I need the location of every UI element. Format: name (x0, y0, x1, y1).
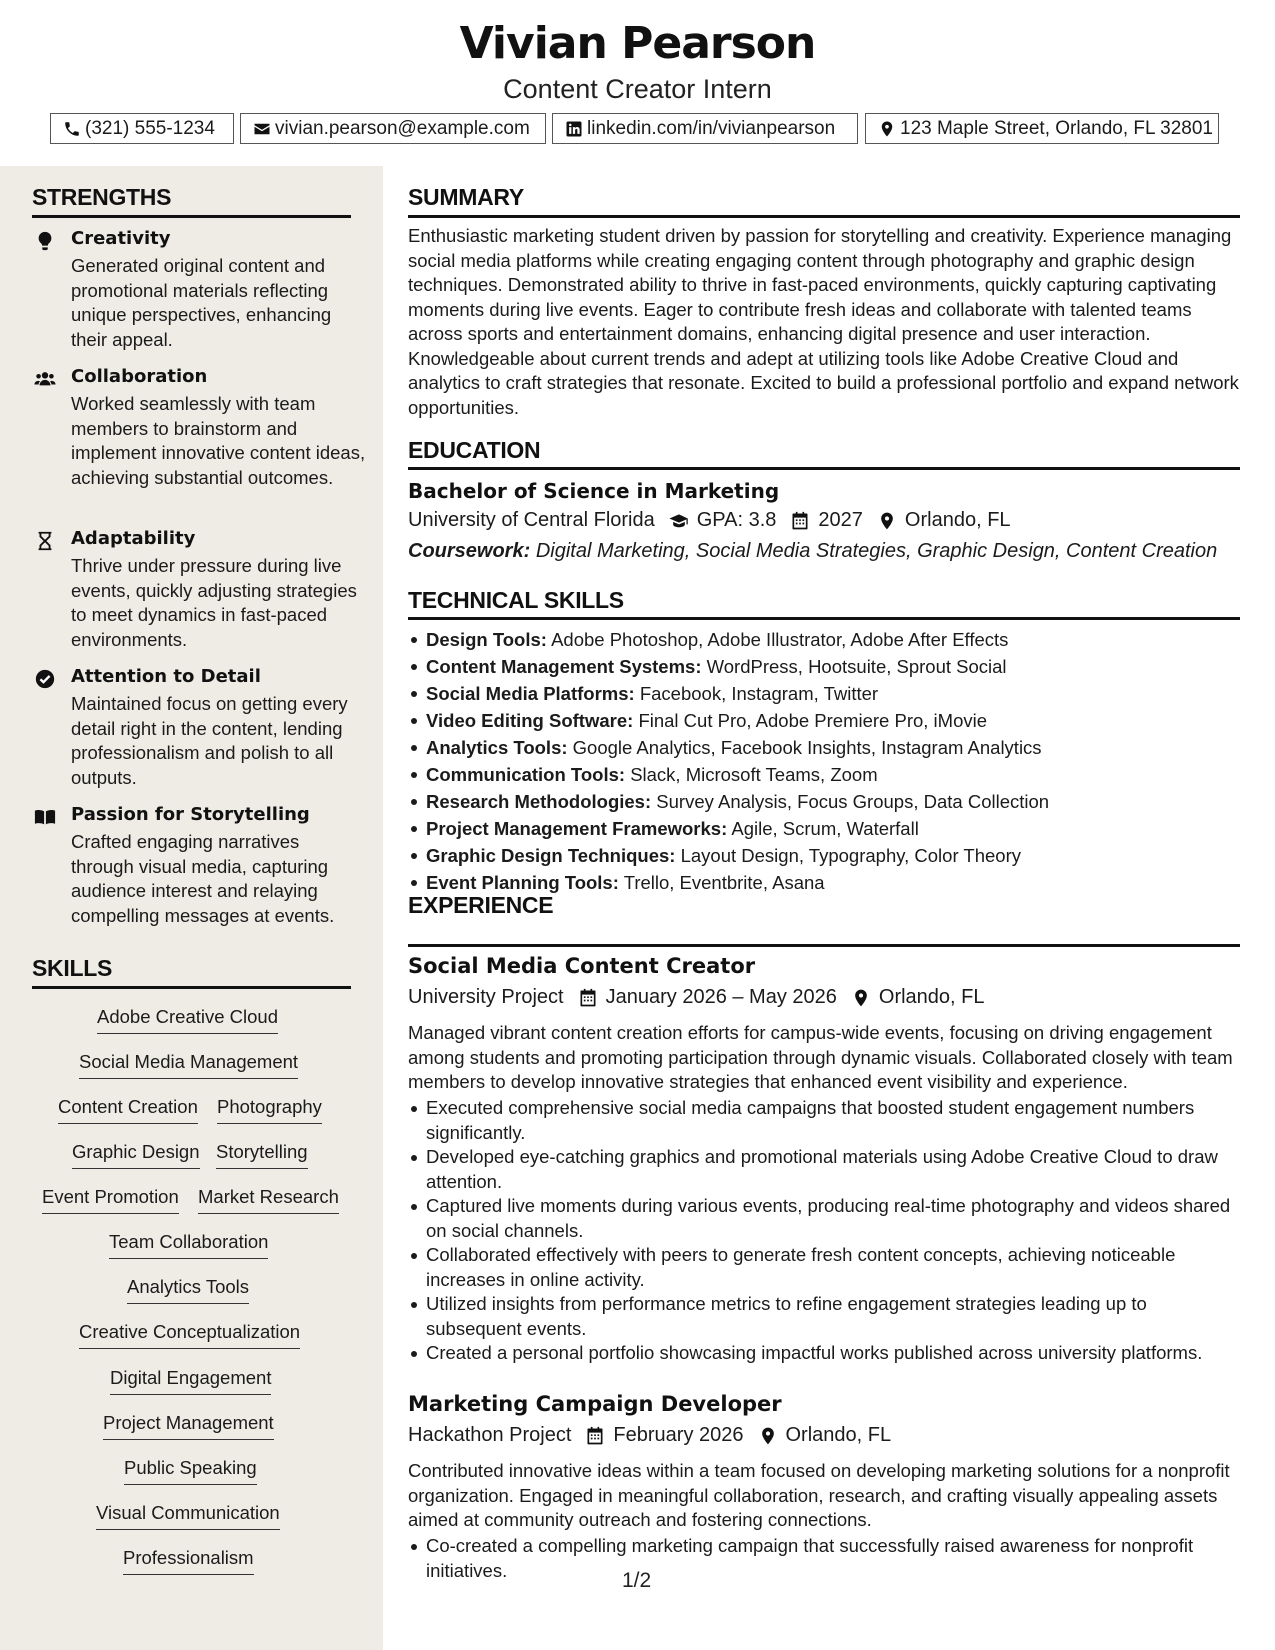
skill-tag: Creative Conceptualization (79, 1321, 300, 1349)
gpa-text: GPA: 3.8 (696, 509, 777, 531)
grad-year: 2027 (818, 509, 863, 531)
technical-skills-divider (408, 617, 1240, 620)
list-item: Created a personal portfolio showcasing impactful works published across university platforms. (408, 1341, 1240, 1366)
main-content (408, 166, 1240, 1650)
job-title: Social Media Content Creator (408, 954, 756, 978)
strength-item (32, 804, 367, 924)
sidebar (0, 166, 383, 1650)
phone-icon (63, 120, 81, 138)
skill-tag: Public Speaking (124, 1457, 257, 1485)
strength-title: Creativity (71, 228, 171, 249)
coursework-list: Digital Marketing, Social Media Strategies, Graphic Design, Content Creation (535, 540, 1218, 562)
strength-title: Attention to Detail (71, 666, 261, 687)
email-text: vivian.pearson@example.com (275, 117, 530, 139)
school-name: University of Central Florida (408, 509, 655, 531)
check-circle-icon (34, 668, 56, 690)
job-meta (408, 986, 985, 1009)
list-item: Analytics Tools: Google Analytics, Facebook Insights, Instagram Analytics (408, 734, 1240, 761)
calendar-icon (578, 988, 598, 1008)
job-achievements (408, 1534, 1240, 1583)
map-pin-icon (851, 988, 871, 1008)
list-item: Video Editing Software: Final Cut Pro, Adobe Premiere Pro, iMovie (408, 707, 1240, 734)
skill-tag: Digital Engagement (110, 1367, 271, 1395)
skill-tag: Graphic Design (72, 1141, 200, 1169)
skill-tag: Event Promotion (42, 1186, 179, 1214)
calendar-icon (790, 511, 810, 531)
summary-text: Enthusiastic marketing student driven by passion for storytelling and creativity. Experience managing social media platforms while creating engaging content through photography and graphic design techniques. Demonstrated ability to thrive in fast-paced environments, quickly capturing captivating moments during live events. Eager to contribute fresh ideas and collaborate with talented teams across sports and entertainment domains, enhancing digital presence and user interaction. Knowledgeable about current trends and adept at utilizing tools like Adobe Creative Cloud and analytics to craft strategies that resonate. Excited to build a professional portfolio and expand network opportunities. (408, 225, 1239, 418)
page-number: 1/2 (622, 1569, 652, 1592)
strength-description: Crafted engaging narratives through visual media, capturing audience interest and relaying compelling messages at events. (71, 831, 335, 926)
graduation-cap-icon (669, 511, 689, 531)
education-heading: EDUCATION (408, 437, 541, 463)
contact-linkedin[interactable] (552, 113, 858, 144)
job-org: Hackathon Project (408, 1424, 572, 1446)
summary-heading: SUMMARY (408, 184, 524, 210)
skill-tag: Photography (217, 1096, 322, 1124)
linkedin-text: linkedin.com/in/vivianpearson (587, 117, 836, 139)
list-item: Executed comprehensive social media campaigns that boosted student engagement numbers significantly. (408, 1096, 1240, 1145)
strengths-divider (32, 215, 351, 218)
list-item: Communication Tools: Slack, Microsoft Teams, Zoom (408, 761, 1240, 788)
strengths-heading: STRENGTHS (32, 184, 172, 210)
skill-tag: Content Creation (58, 1096, 198, 1124)
list-item: Event Planning Tools: Trello, Eventbrite, Asana (408, 869, 1240, 896)
summary-divider (408, 215, 1240, 218)
contact-email[interactable] (240, 113, 546, 144)
strength-description: Generated original content and promotional materials reflecting unique perspectives, enhancing their appeal. (71, 255, 332, 350)
resume-header (0, 0, 1275, 166)
job-title: Marketing Campaign Developer (408, 1392, 782, 1416)
strength-item (32, 228, 367, 348)
phone-text: (321) 555-1234 (85, 117, 215, 139)
linkedin-icon (565, 120, 583, 138)
job-dates: February 2026 (613, 1424, 744, 1446)
candidate-name: Vivian Pearson (459, 18, 816, 69)
list-item: Co-created a compelling marketing campaign that successfully raised awareness for nonprofit initiatives. (408, 1534, 1240, 1583)
envelope-icon (253, 120, 271, 138)
address-text: 123 Maple Street, Orlando, FL 32801 (900, 117, 1213, 139)
coursework-line (408, 540, 1217, 563)
list-item: Developed eye-catching graphics and promotional materials using Adobe Creative Cloud to draw attention. (408, 1145, 1240, 1194)
experience-divider (408, 944, 1240, 947)
list-item: Research Methodologies: Survey Analysis, Focus Groups, Data Collection (408, 788, 1240, 815)
job-description: Managed vibrant content creation efforts for campus-wide events, focusing on driving engagement among students and promoting participation through dynamic visuals. Collaborated closely with team members to develop innovative strategies that enhanced event visibility and experience. (408, 1022, 1233, 1092)
candidate-role: Content Creator Intern (503, 74, 772, 104)
job-location: Orlando, FL (785, 1424, 892, 1446)
job-org: University Project (408, 986, 564, 1008)
skill-tag: Social Media Management (79, 1051, 298, 1079)
skills-divider (32, 986, 351, 989)
skill-tag: Market Research (198, 1186, 339, 1214)
list-item: Project Management Frameworks: Agile, Scrum, Waterfall (408, 815, 1240, 842)
map-pin-icon (877, 511, 897, 531)
list-item: Social Media Platforms: Facebook, Instagram, Twitter (408, 680, 1240, 707)
list-item: Utilized insights from performance metrics to refine engagement strategies leading up to subsequent events. (408, 1292, 1240, 1341)
strength-description: Worked seamlessly with team members to brainstorm and implement innovative content ideas, achieving substantial outcomes. (71, 393, 366, 488)
strength-title: Collaboration (71, 366, 208, 387)
skill-tag: Team Collaboration (109, 1231, 268, 1259)
hourglass-icon (34, 530, 56, 552)
strength-item (32, 528, 367, 648)
skill-tag: Visual Communication (96, 1502, 280, 1530)
education-divider (408, 467, 1240, 470)
strength-title: Passion for Storytelling (71, 804, 310, 825)
map-pin-icon (878, 120, 896, 138)
list-item: Captured live moments during various events, producing real-time photography and videos shared on social channels. (408, 1194, 1240, 1243)
job-meta (408, 1424, 891, 1447)
skill-tag: Professionalism (123, 1547, 254, 1575)
map-pin-icon (758, 1426, 778, 1446)
skill-tag: Analytics Tools (127, 1276, 249, 1304)
contact-bar (0, 113, 1275, 145)
strength-item (32, 666, 367, 786)
job-achievements (408, 1096, 1240, 1366)
job-description: Contributed innovative ideas within a team focused on developing marketing solutions for a nonprofit organization. Engaged in meaningful collaboration, research, and crafting visually appealing assets aimed at community outreach and fostering connections. (408, 1460, 1230, 1530)
calendar-icon (585, 1426, 605, 1446)
experience-heading: EXPERIENCE (408, 892, 554, 918)
strength-description: Thrive under pressure during live events, quickly adjusting strategies to meet dynamics in fast-paced environments. (71, 555, 357, 650)
technical-skills-heading: TECHNICAL SKILLS (408, 587, 624, 613)
list-item: Graphic Design Techniques: Layout Design, Typography, Color Theory (408, 842, 1240, 869)
strength-title: Adaptability (71, 528, 196, 549)
job-dates: January 2026 – May 2026 (605, 986, 837, 1008)
school-location: Orlando, FL (904, 509, 1011, 531)
list-item: Collaborated effectively with peers to generate fresh content concepts, achieving noticeable increases in online activity. (408, 1243, 1240, 1292)
book-open-icon (34, 806, 56, 828)
strength-description: Maintained focus on getting every detail right in the content, lending professionalism and polish to all outputs. (71, 693, 348, 788)
contact-phone[interactable] (50, 113, 234, 144)
skill-tag: Adobe Creative Cloud (97, 1006, 278, 1034)
users-icon (34, 368, 56, 390)
degree-title: Bachelor of Science in Marketing (408, 479, 780, 503)
list-item: Design Tools: Adobe Photoshop, Adobe Illustrator, Adobe After Effects (408, 626, 1240, 653)
skills-heading: SKILLS (32, 955, 112, 981)
lightbulb-icon (34, 230, 56, 252)
skill-tag: Storytelling (216, 1141, 308, 1169)
job-location: Orlando, FL (878, 986, 985, 1008)
strength-item (32, 366, 367, 511)
skill-tag: Project Management (103, 1412, 274, 1440)
education-meta (408, 509, 1011, 532)
contact-address[interactable] (865, 113, 1219, 144)
technical-skills-list (408, 626, 1240, 896)
coursework-label: Coursework: (408, 540, 531, 562)
list-item: Content Management Systems: WordPress, Hootsuite, Sprout Social (408, 653, 1240, 680)
